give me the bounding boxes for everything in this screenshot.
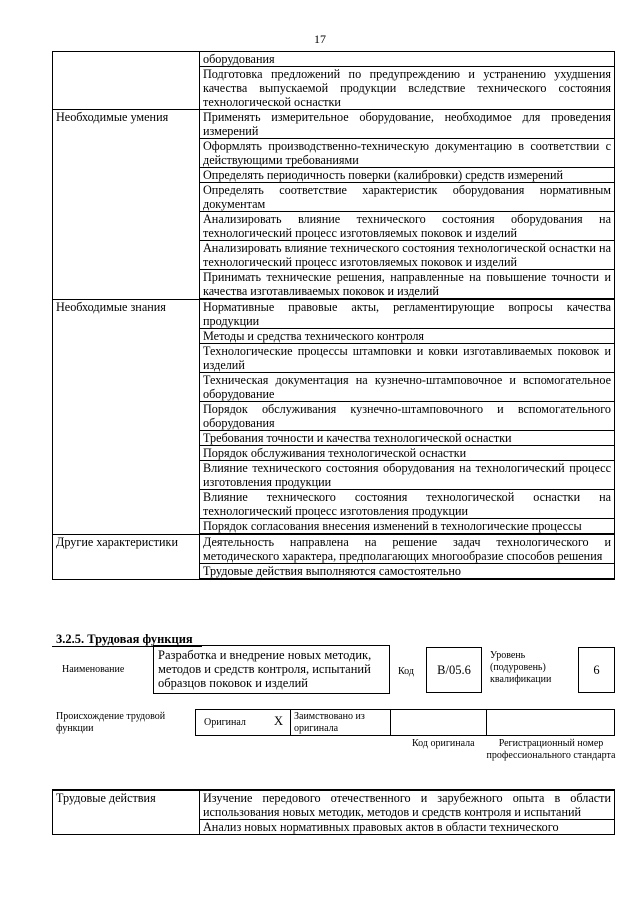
function-name-box (153, 645, 390, 694)
description-cell: Порядок согласования внесения изменений в технологические процессы (200, 519, 615, 535)
description-cell: оборудования (200, 52, 615, 67)
function-name-value: Разработка и внедрение новых методик, методов и средств контроля, испытаний образцов поковок и изделий (158, 648, 372, 690)
origin-box (195, 709, 615, 736)
section-title: 3.2.5. Трудовая функция (56, 632, 193, 646)
original-label: Оригинал (204, 717, 246, 728)
table-row (53, 299, 615, 329)
table-row (53, 534, 615, 564)
description-cell: Анализ новых нормативных правовых актов в области технического (200, 820, 615, 835)
code-box (426, 647, 482, 693)
description-cell: Требования точности и качества технологической оснастки (200, 431, 615, 446)
description-cell: Технологические процессы штамповки и ковки изготавливаемых поковок и изделий (200, 344, 615, 373)
competency-table (52, 51, 615, 580)
description-cell: Подготовка предложений по предупреждению и устранению ухудшения качества выпускаемой продукции вследствие технического состояния технологической оснастки (200, 67, 615, 110)
level-value: 6 (593, 663, 600, 677)
category-cell (53, 52, 200, 110)
category-cell: Необходимые умения (53, 110, 200, 300)
origin-divider-2 (390, 710, 391, 735)
table-row (53, 110, 615, 139)
description-cell: Принимать технические решения, направленные на повышение точности и качества изготавливаемых поковок и изделий (200, 270, 615, 300)
original-mark: X (274, 714, 284, 728)
level-label: Уровень (подуровень) квалификации (490, 650, 552, 685)
description-cell: Влияние технического состояния технологической оснастки на технологический процесс изготовления продукции (200, 490, 615, 519)
origin-label: Происхождение трудовой функции (56, 711, 166, 734)
actions-table (52, 789, 615, 835)
description-cell: Порядок обслуживания кузнечно-штамповочного и вспомогательного оборудования (200, 402, 615, 431)
borrowed-label: Заимствовано из оригинала (294, 711, 365, 734)
category-cell: Необходимые знания (53, 299, 200, 534)
description-cell: Влияние технического состояния оборудования на технологический процесс изготовления продукции (200, 461, 615, 490)
description-cell: Определять соответствие характеристик оборудования нормативным документам (200, 183, 615, 212)
origin-divider-1 (290, 710, 291, 735)
origin-divider-3 (486, 710, 487, 735)
description-cell: Изучение передового отечественного и зарубежного опыта в области использования новых методик, методов и средств контроля и испытаний (200, 790, 615, 820)
description-cell: Анализировать влияние технического состояния технологической оснастки на технологический процесс изготовляемых поковок и изделий (200, 241, 615, 270)
code-original-label: Код оригинала (412, 738, 475, 749)
description-cell: Применять измерительное оборудование, необходимое для проведения измерений (200, 110, 615, 139)
description-cell: Оформлять производственно-техническую документацию в соответствии с действующими требованиями (200, 139, 615, 168)
description-cell: Порядок обслуживания технологической оснастки (200, 446, 615, 461)
name-label: Наименование (62, 664, 125, 675)
code-value: B/05.6 (437, 663, 471, 677)
description-cell: Определять периодичность поверки (калибровки) средств измерений (200, 168, 615, 183)
table-row (53, 790, 615, 820)
level-box (578, 647, 615, 693)
reg-number-label: Регистрационный номер профессионального стандарта (486, 738, 616, 761)
description-cell: Техническая документация на кузнечно-штамповочное и вспомогательное оборудование (200, 373, 615, 402)
description-cell: Методы и средства технического контроля (200, 329, 615, 344)
page-number: 17 (314, 32, 326, 46)
description-cell: Нормативные правовые акты, регламентирующие вопросы качества продукции (200, 299, 615, 329)
category-cell: Трудовые действия (53, 790, 200, 835)
description-cell: Анализировать влияние технического состояния оборудования на технологический процесс изготовляемых поковок и изделий (200, 212, 615, 241)
category-cell: Другие характеристики (53, 534, 200, 579)
description-cell: Деятельность направлена на решение задач технологического и методического характера, предполагающих многообразие способов решения (200, 534, 615, 564)
code-label: Код (398, 666, 414, 677)
table-row (53, 52, 615, 67)
description-cell: Трудовые действия выполняются самостоятельно (200, 564, 615, 580)
